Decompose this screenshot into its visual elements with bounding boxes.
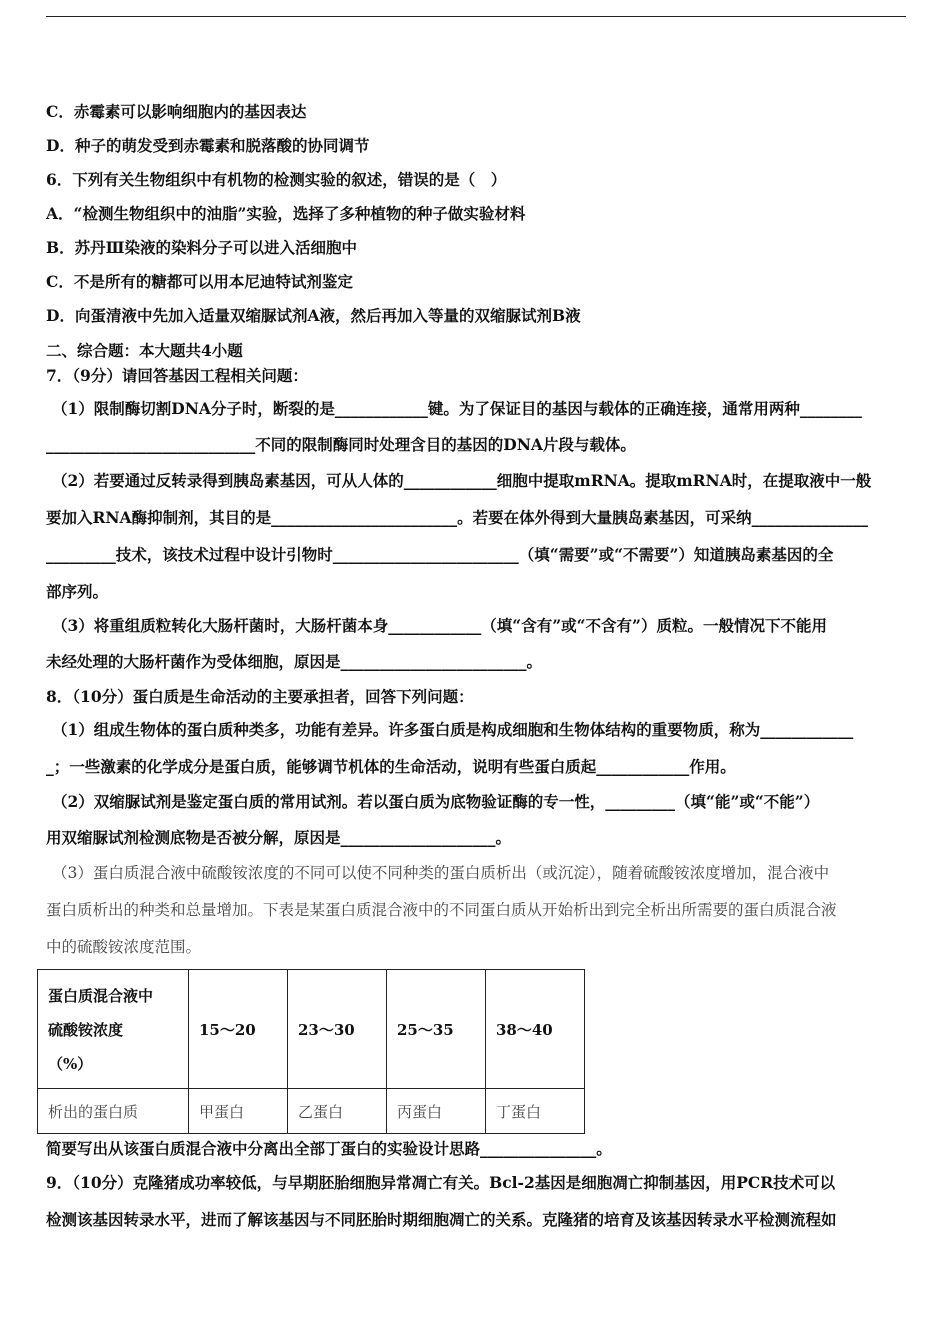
q7-part1-line2: ___________________________不同的限制酶同时处理含目的基因的DNA片段与载体。 [46, 435, 636, 454]
q6-option-c: C．不是所有的糖都可以用本尼迪特试剂鉴定 [46, 272, 353, 291]
question-9-line1: 9．（10分）克隆猪成功率较低，与早期胚胎细胞异常凋亡有关。Bcl-2基因是细胞凋亡抑制基因，用PCR技术可以 [46, 1173, 836, 1192]
q8-part1-line1: （1）组成生物体的蛋白质种类多，功能有差异。许多蛋白质是构成细胞和生物体结构的重要物质，称为____________ [52, 720, 854, 739]
q7-part2-line1: （2）若要通过反转录得到胰岛素基因，可从人体的____________细胞中提取mRNA。提取mRNA时，在提取液中一般 [52, 471, 872, 490]
q8-part3-line3: 中的硫酸铵浓度范围。 [46, 938, 202, 956]
q7-part1-line1: （1）限制酶切割DNA分子时，断裂的是____________键。为了保证目的基因与载体的正确连接，通常用两种________ [52, 399, 862, 418]
question-7: 7．（9分）请回答基因工程相关问题： [46, 366, 308, 385]
header-line: 蛋白质混合液中 [48, 987, 154, 1005]
range-cell: 25～35 [387, 970, 486, 1089]
section-heading: 二、综合题：本大题共4小题 [46, 341, 243, 360]
question-6: 6．下列有关生物组织中有机物的检测实验的叙述，错误的是（ ） [46, 170, 507, 189]
question-9-line2: 检测该基因转录水平，进而了解该基因与不同胚胎时期细胞凋亡的关系。克隆猪的培育及该基因转录水平检测流程如 [46, 1210, 837, 1229]
q8-part3-question: 简要写出从该蛋白质混合液中分离出全部丁蛋白的实验设计思路_______________。 [46, 1139, 612, 1158]
header-line: （%） [48, 1055, 93, 1073]
q8-part2-line1: （2）双缩脲试剂是鉴定蛋白质的常用试剂。若以蛋白质为底物验证酶的专一性，_________（填“能”或“不能”） [52, 792, 820, 811]
range-cell: 23～30 [288, 970, 387, 1089]
q8-part1-line2: _；一些激素的化学成分是蛋白质，能够调节机体的生命活动，说明有些蛋白质起____________作用。 [46, 757, 736, 776]
q7-part2-line3: _________技术，该技术过程中设计引物时________________________（填“需要”或“不需要”）知道胰岛素基因的全 [46, 545, 834, 564]
table-row [38, 970, 585, 1089]
protein-cell: 甲蛋白 [189, 1089, 288, 1134]
q8-part2-line2: 用双缩脲试剂检测底物是否被分解，原因是____________________。 [46, 828, 512, 847]
q7-part3-line1: （3）将重组质粒转化大肠杆菌时，大肠杆菌本身____________（填“含有”或“不含有”）质粒。一般情况下不能用 [52, 616, 827, 635]
q6-option-b: B．苏丹Ⅲ染液的染料分子可以进入活细胞中 [46, 238, 357, 257]
q6-option-d: D．向蛋清液中先加入适量双缩脲试剂A液，然后再加入等量的双缩脲试剂B液 [46, 306, 581, 325]
table-row [38, 1089, 585, 1134]
header-rule [46, 16, 906, 17]
q6-option-a: A．“检测生物组织中的油脂”实验，选择了多种植物的种子做实验材料 [46, 204, 526, 223]
table-header-cell [38, 970, 189, 1089]
q7-part3-line2: 未经处理的大肠杆菌作为受体细胞，原因是________________________。 [46, 652, 543, 671]
protein-cell: 丁蛋白 [486, 1089, 585, 1134]
q8-part3-line2: 蛋白质析出的种类和总量增加。下表是某蛋白质混合液中的不同蛋白质从开始析出到完全析出所需要的蛋白质混合液 [46, 901, 837, 919]
range-cell: 15～20 [189, 970, 288, 1089]
q7-part2-line2: 要加入RNA酶抑制剂，其目的是________________________。若要在体外得到大量胰岛素基因，可采纳_______________ [46, 508, 868, 527]
protein-cell: 丙蛋白 [387, 1089, 486, 1134]
row-label-cell: 析出的蛋白质 [38, 1089, 189, 1134]
option-d-line: D．种子的萌发受到赤霉素和脱落酸的协同调节 [46, 136, 370, 155]
ammonium-sulfate-table [37, 969, 585, 1134]
header-line: 硫酸铵浓度 [48, 1021, 124, 1039]
question-8: 8．（10分）蛋白质是生命活动的主要承担者，回答下列问题： [46, 687, 474, 706]
range-cell: 38～40 [486, 970, 585, 1089]
option-c-line: C．赤霉素可以影响细胞内的基因表达 [46, 102, 307, 121]
q7-part2-line4: 部序列。 [46, 582, 109, 601]
protein-cell: 乙蛋白 [288, 1089, 387, 1134]
q8-part3-line1: （3）蛋白质混合液中硫酸铵浓度的不同可以使不同种类的蛋白质析出（或沉淀），随着硫酸铵浓度增加，混合液中 [52, 864, 830, 882]
